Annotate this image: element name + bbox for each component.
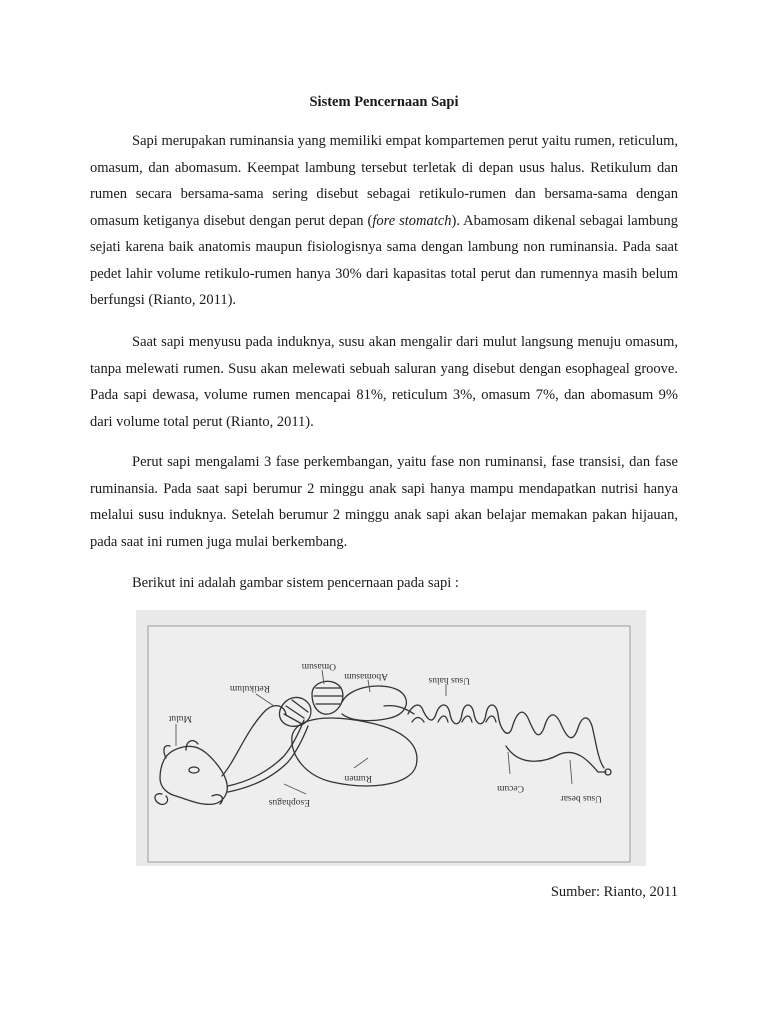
digestive-system-figure bbox=[136, 610, 646, 866]
paragraph-1-text-a: Sapi merupakan ruminansia yang memiliki empat kompartemen perut yaitu rumen, reticulum, omasum, dan abomasum. Keempat lambung tersebut terletak di depan usus halus. Retikulum dan rumen secara bersama-sama sering disebut sebagai retikulo-rumen dan bersama-sama dengan omasum ketiganya disebut dengan perut depan ( bbox=[90, 133, 678, 229]
label-rumen: Rumen bbox=[344, 773, 372, 783]
label-omasum: Omasum bbox=[301, 661, 336, 671]
label-cecum: Cecum bbox=[497, 783, 524, 793]
page-title: Sistem Pencernaan Sapi bbox=[309, 94, 459, 110]
label-retikulum: Retikulum bbox=[229, 683, 270, 693]
paragraph-2: Saat sapi menyusu pada induknya, susu akan mengalir dari mulut langsung menuju omasum, tanpa melewati rumen. Susu akan melewati sebuah saluran yang disebut dengan esophageal groove. Pada sapi dewasa, volume rumen mencapai 81%, reticulum 3%, omasum 7%, dan abomasum 9% dari volume total perut (Rianto, 2011). bbox=[90, 334, 678, 430]
paragraph-1-italic: fore stomatch bbox=[372, 212, 452, 229]
label-usus-halus: Usus halus bbox=[428, 675, 470, 685]
figure-source: Sumber: Rianto, 2011 bbox=[550, 884, 678, 900]
label-esophagus: Esophagus bbox=[268, 797, 310, 807]
label-abomasum: Abomasum bbox=[344, 671, 388, 681]
label-usus-besar: Usus besar bbox=[560, 793, 602, 803]
paragraph-1-text-b: ). Abamosam dikenal sebagai lambung sejati karena baik anatomis maupun fisiologisnya sama dengan lambung non ruminansia. Pada saat pedet lahir volume retikulo-rumen hanya 30% dari kapasitas total perut dan rumennya masih belum berfungsi (Rianto, 2011). bbox=[90, 212, 678, 308]
digestive-system-diagram bbox=[136, 610, 646, 866]
paragraph-4: Berikut ini adalah gambar sistem pencernaan pada sapi : bbox=[132, 575, 459, 591]
paragraph-3: Perut sapi mengalami 3 fase perkembangan, yaitu fase non ruminansi, fase transisi, dan fase ruminansia. Pada saat sapi berumur 2 minggu anak sapi hanya mampu mendapatkan nutrisi hanya melalui susu induknya. Setelah berumur 2 minggu anak sapi akan belajar memakan pakan hijauan, pada saat ini rumen juga mulai berkembang. bbox=[90, 454, 678, 550]
paragraph-1 bbox=[90, 128, 678, 314]
label-mulut: Mulut bbox=[168, 713, 192, 723]
